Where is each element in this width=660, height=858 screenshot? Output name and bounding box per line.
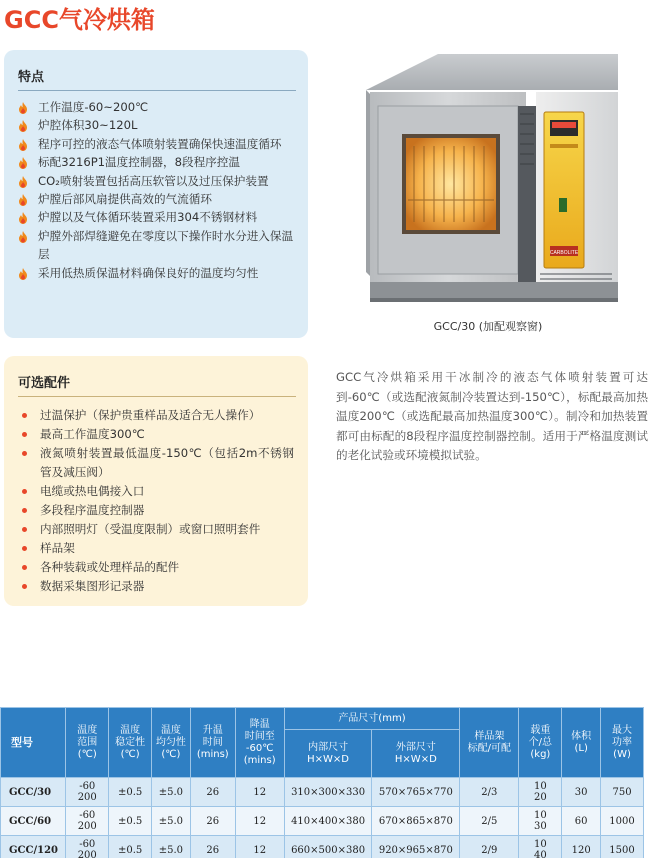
feature-text: 程序可控的液态气体喷射装置确保快速温度循环 bbox=[38, 136, 282, 151]
feature-item bbox=[16, 208, 294, 226]
header-line: (W) bbox=[613, 748, 631, 760]
header-line: 温度 bbox=[120, 724, 141, 736]
option-item bbox=[18, 539, 294, 558]
header-line: (L) bbox=[574, 742, 588, 754]
col-external bbox=[372, 730, 460, 778]
feature-item bbox=[16, 172, 294, 190]
cell-stability: ±0.5 bbox=[109, 778, 152, 807]
header-line: (℃) bbox=[120, 748, 140, 760]
col-uniformity bbox=[152, 708, 191, 778]
cell-line: 10 bbox=[533, 810, 547, 821]
feature-item bbox=[16, 227, 294, 264]
col-model: 型号 bbox=[1, 708, 66, 778]
option-item bbox=[18, 406, 294, 425]
product-caption: GCC/30 (加配观察窗) bbox=[433, 320, 543, 333]
option-text: 样品架 bbox=[40, 541, 75, 555]
cell-stability: ±0.5 bbox=[109, 836, 152, 858]
header-line: 个/总 bbox=[528, 736, 553, 748]
cell-line: -60 bbox=[79, 781, 96, 792]
header-line: 外部尺寸 bbox=[395, 741, 436, 753]
header-line: 标配/可配 bbox=[467, 742, 512, 754]
page-title: GCC气冷烘箱 bbox=[4, 6, 155, 34]
bullet-icon bbox=[22, 584, 27, 589]
option-text: 最高工作温度300℃ bbox=[40, 427, 145, 441]
header-line: (mins) bbox=[243, 754, 276, 766]
product-description: GCC气冷烘箱采用干冰制冷的液态气体喷射装置可达到-60℃（或选配液氮制冷装置达到-150℃），标配最高加热温度200℃（或选配最高加热温度300℃）。制冷和加热装置都可由标配的8段程序温度控制器控制。适用于严格温度测试的老化试验或环境模拟试验。 bbox=[336, 370, 648, 463]
cell-external: 570×765×770 bbox=[372, 778, 460, 807]
header-line: 最大 bbox=[612, 724, 633, 736]
option-item bbox=[18, 577, 294, 596]
col-cooldown bbox=[235, 708, 284, 778]
option-text: 各种装载或处理样品的配件 bbox=[40, 560, 180, 574]
header-line: 内部尺寸 bbox=[308, 741, 349, 753]
cell-line: -60 bbox=[79, 839, 96, 850]
cell-line: 200 bbox=[77, 792, 97, 803]
bullet-icon bbox=[22, 546, 27, 551]
flame-icon bbox=[18, 230, 28, 242]
cell-temp-range bbox=[66, 807, 109, 836]
cell-internal: 310×300×330 bbox=[284, 778, 372, 807]
header-line: 功率 bbox=[612, 736, 633, 748]
cell-power: 750 bbox=[601, 778, 644, 807]
feature-text: 标配3216P1温度控制器，8段程序控温 bbox=[38, 155, 240, 170]
cell-line: 200 bbox=[77, 821, 97, 832]
cell-internal: 410×400×380 bbox=[284, 807, 372, 836]
header-line: 升温 bbox=[202, 724, 223, 736]
col-volume bbox=[562, 708, 601, 778]
feature-item bbox=[16, 190, 294, 208]
cell-model: GCC/120 bbox=[1, 836, 66, 858]
option-item bbox=[18, 444, 294, 482]
cell-uniformity: ±5.0 bbox=[152, 836, 191, 858]
feature-text: 采用低热质保温材料确保良好的温度均匀性 bbox=[38, 265, 259, 280]
feature-text: 炉膛外部焊缝避免在零度以下操作时水分进入保温层 bbox=[38, 228, 294, 262]
cell-line: -60 bbox=[79, 810, 96, 821]
flame-icon bbox=[18, 193, 28, 205]
feature-item bbox=[16, 153, 294, 171]
bullet-icon bbox=[22, 489, 27, 494]
options-heading: 可选配件 bbox=[18, 372, 296, 397]
flame-icon bbox=[18, 101, 28, 113]
feature-text: 工作温度-60~200℃ bbox=[38, 100, 149, 114]
cell-internal: 660×500×380 bbox=[284, 836, 372, 858]
col-heatup bbox=[190, 708, 235, 778]
cell-volume: 30 bbox=[562, 778, 601, 807]
option-text: 多段程序温度控制器 bbox=[40, 503, 145, 517]
cell-line: 40 bbox=[533, 850, 547, 858]
flame-icon bbox=[18, 175, 28, 187]
option-text: 内部照明灯（受温度限制）或窗口照明套件 bbox=[40, 522, 261, 536]
cell-racks: 2/5 bbox=[460, 807, 519, 836]
spec-table-body bbox=[1, 778, 644, 858]
cell-cooldown: 12 bbox=[235, 836, 284, 858]
header-line: 降温 bbox=[249, 718, 270, 730]
cell-cooldown: 12 bbox=[235, 778, 284, 807]
header-line: H×W×D bbox=[394, 753, 437, 765]
bullet-icon bbox=[22, 413, 27, 418]
cell-load bbox=[519, 836, 562, 858]
cell-volume: 60 bbox=[562, 807, 601, 836]
cell-line: 200 bbox=[77, 850, 97, 858]
header-line: 体积 bbox=[571, 730, 592, 742]
cell-line: 10 bbox=[533, 781, 547, 792]
flame-icon bbox=[18, 119, 28, 131]
header-line: 时间至 bbox=[244, 730, 275, 742]
cell-power: 1000 bbox=[601, 807, 644, 836]
feature-item bbox=[16, 98, 294, 116]
col-size-group: 产品尺寸(mm) bbox=[284, 708, 460, 730]
table-row bbox=[1, 836, 644, 858]
flame-icon bbox=[18, 211, 28, 223]
bullet-icon bbox=[22, 527, 27, 532]
table-row bbox=[1, 807, 644, 836]
cell-heatup: 26 bbox=[190, 836, 235, 858]
cell-uniformity: ±5.0 bbox=[152, 807, 191, 836]
header-line: 时间 bbox=[202, 736, 223, 748]
col-temp-range bbox=[66, 708, 109, 778]
flame-icon bbox=[18, 267, 28, 279]
features-list bbox=[16, 98, 294, 282]
flame-icon bbox=[18, 156, 28, 168]
col-load bbox=[519, 708, 562, 778]
option-text: 数据采集图形记录器 bbox=[40, 579, 145, 593]
col-power bbox=[601, 708, 644, 778]
cell-load bbox=[519, 778, 562, 807]
header-line: H×W×D bbox=[307, 753, 350, 765]
feature-text: 炉腔体积30~120L bbox=[38, 118, 138, 133]
features-panel bbox=[4, 50, 308, 338]
option-text: 过温保护（保护贵重样品及适合无人操作） bbox=[40, 408, 261, 422]
feature-text: 炉膛以及气体循环装置采用304不锈钢材料 bbox=[38, 210, 258, 225]
cell-model: GCC/30 bbox=[1, 778, 66, 807]
features-heading: 特点 bbox=[18, 66, 296, 91]
header-line: 稳定性 bbox=[115, 736, 146, 748]
feature-item bbox=[16, 116, 294, 134]
cell-line: 10 bbox=[533, 839, 547, 850]
table-row bbox=[1, 778, 644, 807]
bullet-icon bbox=[22, 508, 27, 513]
header-line: 范围 bbox=[77, 736, 98, 748]
header-line: (mins) bbox=[196, 748, 229, 760]
brand-label: CARBOLITE bbox=[549, 250, 579, 256]
option-text: 液氮喷射装置最低温度-150℃（包括2m不锈钢管及减压阀） bbox=[40, 446, 294, 479]
header-line: 样品架 bbox=[474, 730, 505, 742]
cell-line: 20 bbox=[533, 792, 547, 803]
cell-racks: 2/3 bbox=[460, 778, 519, 807]
bullet-icon bbox=[22, 432, 27, 437]
cell-external: 920×965×870 bbox=[372, 836, 460, 858]
header-line: (℃) bbox=[161, 748, 181, 760]
cell-model: GCC/60 bbox=[1, 807, 66, 836]
option-item bbox=[18, 501, 294, 520]
option-item bbox=[18, 425, 294, 444]
header-line: 温度 bbox=[160, 724, 181, 736]
flame-icon bbox=[18, 138, 28, 150]
cell-heatup: 26 bbox=[190, 807, 235, 836]
options-panel bbox=[4, 356, 308, 606]
option-item bbox=[18, 520, 294, 539]
cell-power: 1500 bbox=[601, 836, 644, 858]
spec-table bbox=[0, 707, 644, 858]
cell-stability: ±0.5 bbox=[109, 807, 152, 836]
cell-load bbox=[519, 807, 562, 836]
option-text: 电缆或热电偶接入口 bbox=[40, 484, 145, 498]
cell-volume: 120 bbox=[562, 836, 601, 858]
cell-cooldown: 12 bbox=[235, 807, 284, 836]
feature-text: CO₂喷射装置包括高压软管以及过压保护装置 bbox=[38, 173, 269, 188]
cell-temp-range bbox=[66, 836, 109, 858]
feature-text: 炉膛后部风扇提供高效的气流循环 bbox=[38, 192, 212, 207]
header-line: (kg) bbox=[530, 748, 551, 760]
cell-external: 670×865×870 bbox=[372, 807, 460, 836]
bullet-icon bbox=[22, 565, 27, 570]
header-line: 载重 bbox=[530, 724, 551, 736]
oven-product-image bbox=[356, 50, 620, 312]
feature-item bbox=[16, 135, 294, 153]
header-line: 温度 bbox=[77, 724, 98, 736]
options-list bbox=[18, 406, 294, 596]
cell-racks: 2/9 bbox=[460, 836, 519, 858]
feature-item bbox=[16, 264, 294, 282]
header-line: 均匀性 bbox=[155, 736, 186, 748]
header-line: (℃) bbox=[77, 748, 97, 760]
cell-line: 30 bbox=[533, 821, 547, 832]
bullet-icon bbox=[22, 451, 27, 456]
header-line: -60℃ bbox=[245, 742, 274, 754]
cell-temp-range bbox=[66, 778, 109, 807]
col-stability bbox=[109, 708, 152, 778]
option-item bbox=[18, 482, 294, 501]
col-internal bbox=[284, 730, 372, 778]
col-racks bbox=[460, 708, 519, 778]
cell-uniformity: ±5.0 bbox=[152, 778, 191, 807]
cell-heatup: 26 bbox=[190, 778, 235, 807]
option-item bbox=[18, 558, 294, 577]
